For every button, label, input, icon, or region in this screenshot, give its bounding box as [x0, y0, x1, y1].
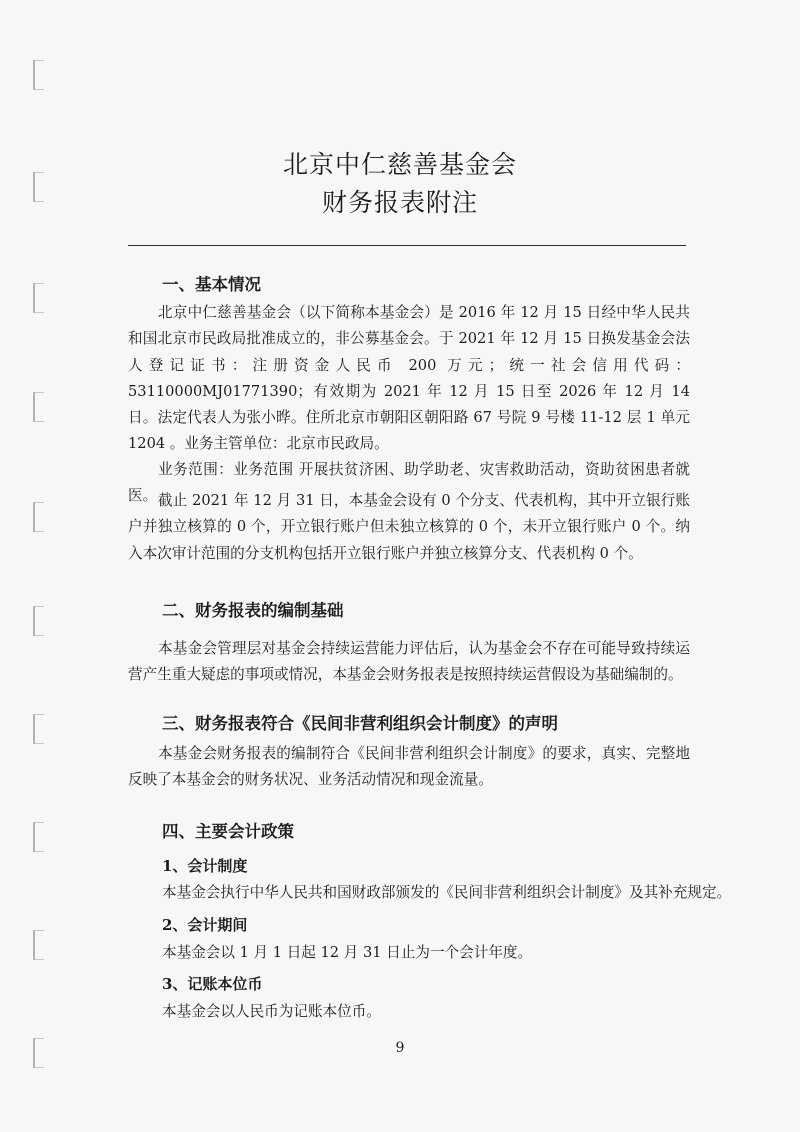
document-subtitle: 财务报表附注 — [321, 188, 478, 217]
section-heading-compliance-statement: 三、财务报表符合《民间非营利组织会计制度》的声明 — [162, 714, 558, 733]
section1-paragraph-3: 截止 2021 年 12 月 31 日，本基金会设有 0 个分支、代表机构，其中开立银行账户并独立核算的 0 个，开立银行账户但未独立核算的 0 个，未开立银行账户 0 个。纳入本次审计范围的分支机构包括开立银行账户并独立核算分支、代表机构 0 个。 — [128, 492, 690, 562]
document-title: 北京中仁慈善基金会 — [282, 150, 517, 179]
section1-paragraph-2: 业务范围：业务范围 开展扶贫济困、助学助老、灾害救助活动，资助贫困患者就医。 — [128, 461, 690, 505]
binding-mark — [33, 392, 44, 422]
binding-mark — [33, 60, 44, 90]
binding-mark — [33, 283, 44, 313]
section2-paragraph-1: 本基金会管理层对基金会持续运营能力评估后，认为基金会不存在可能导致持续运营产生重大疑虑的事项或情况，本基金会财务报表是按照持续运营假设为基础编制的。 — [128, 640, 690, 684]
policy-text-functional-currency: 本基金会以人民币为记账本位币。 — [162, 1003, 381, 1020]
policy-text-accounting-period: 本基金会以 1 月 1 日起 12 月 31 日止为一个会计年度。 — [162, 944, 533, 961]
section-heading-accounting-policies: 四、主要会计政策 — [162, 822, 294, 841]
policy-heading-accounting-period: 2、会计期间 — [162, 916, 248, 934]
section1-paragraph-1: 北京中仁慈善基金会（以下简称本基金会）是 2016 年 12 月 15 日经中华人民共和国北京市民政局批准成立的，非公募基金会。于 2021 年 12 月 15 日换发基金会法人登记证书：注册资金人民币 200 万元；统一社会信用代码：53110000MJ01771390；有效期为 2021 年 12 月 15 日至 2026 年 12 月 14 日。法定代表人为张小晔。住所北京市朝阳区朝阳路 67 号院 9 号楼 11-12 层 1 单元 1204 。业务主管单位：北京市民政局。 — [128, 304, 690, 453]
binding-mark — [33, 714, 44, 744]
policy-heading-accounting-system: 1、会计制度 — [162, 857, 248, 875]
section3-paragraph-1: 本基金会财务报表的编制符合《民间非营利组织会计制度》的要求，真实、完整地反映了本基金会的财务状况、业务活动情况和现金流量。 — [128, 745, 690, 789]
policy-text-accounting-system: 本基金会执行中华人民共和国财政部颁发的《民间非营利组织会计制度》及其补充规定。 — [162, 884, 732, 901]
page-number: 9 — [395, 1040, 405, 1056]
title-divider — [128, 245, 686, 246]
section-heading-basic-info: 一、基本情况 — [162, 275, 261, 294]
section-heading-preparation-basis: 二、财务报表的编制基础 — [162, 601, 344, 620]
binding-mark — [33, 606, 44, 636]
policy-heading-functional-currency: 3、记账本位币 — [162, 975, 263, 993]
binding-mark — [33, 502, 44, 532]
binding-mark — [33, 822, 44, 852]
binding-mark — [33, 930, 44, 960]
